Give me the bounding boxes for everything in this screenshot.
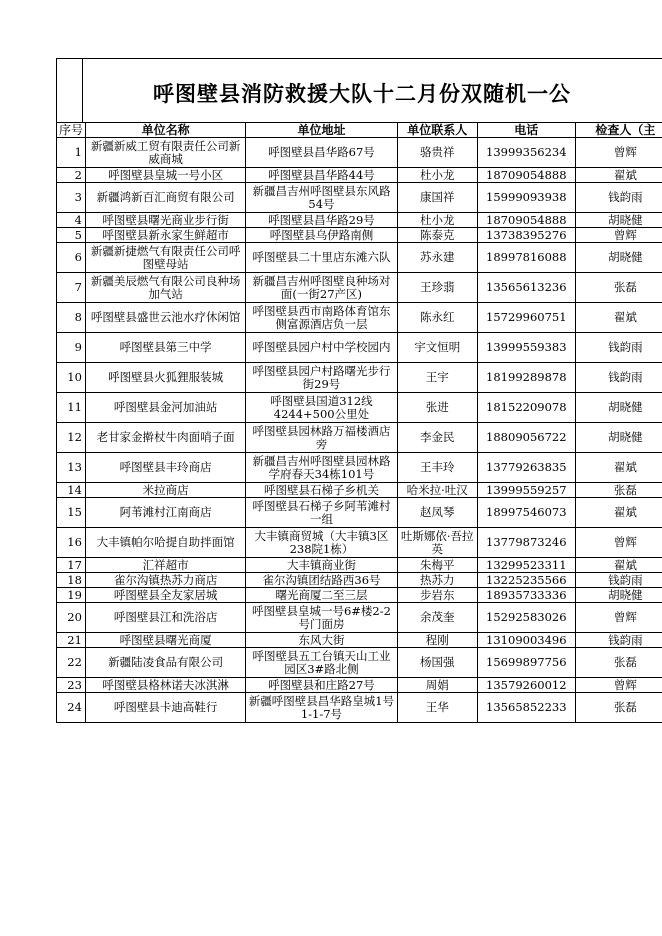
header-name[interactable]: 单位名称 [85,123,245,138]
table-row [57,693,662,723]
cell-no[interactable]: 5 [57,228,86,243]
cell-contact[interactable]: 陈泰克 [397,228,477,243]
cell-contact[interactable]: 陈永红 [397,303,477,333]
cell-phone[interactable]: 15729960751 [477,303,575,333]
inspection-table [56,122,662,723]
table-row [57,228,662,243]
cell-inspector[interactable]: 钱韵雨 [575,633,662,648]
table-row [57,213,662,228]
cell-phone[interactable]: 15999093938 [477,183,575,213]
cell-inspector[interactable]: 张磊 [575,693,662,723]
cell-phone[interactable]: 18709054888 [477,213,575,228]
cell-address[interactable]: 呼图壁县昌华路67号 [246,138,397,168]
cell-name[interactable]: 呼图壁县格林诺夫冰淇淋 [85,678,245,693]
header-row [57,123,662,138]
cell-phone[interactable]: 18709054888 [477,168,575,183]
header-no[interactable]: 序号 [57,123,86,138]
cell-contact[interactable]: 余茂奎 [397,603,477,633]
cell-name[interactable]: 呼图壁县皇城一号小区 [85,168,245,183]
cell-no[interactable]: 2 [57,168,86,183]
cell-no[interactable]: 20 [57,603,86,633]
cell-name[interactable]: 呼图壁县金河加油站 [85,393,245,423]
cell-no[interactable]: 22 [57,648,86,678]
cell-name[interactable]: 呼图壁县盛世云池水疗休闲馆 [85,303,245,333]
cell-no[interactable]: 12 [57,423,86,453]
cell-no[interactable]: 21 [57,633,86,648]
cell-no[interactable]: 4 [57,213,86,228]
table-body [57,138,662,723]
cell-name[interactable]: 新疆新捷燃气有限责任公司呼图壁母站 [85,243,245,273]
table-row [57,273,662,303]
cell-contact[interactable]: 杨国强 [397,648,477,678]
cell-phone[interactable]: 13565852233 [477,693,575,723]
cell-name[interactable]: 呼图壁县第三中学 [85,333,245,363]
cell-address[interactable]: 呼图壁县昌华路29号 [246,213,397,228]
cell-name[interactable]: 新疆陆凌食品有限公司 [85,648,245,678]
cell-inspector[interactable]: 钱韵雨 [575,183,662,213]
cell-inspector[interactable]: 张磊 [575,648,662,678]
cell-address[interactable]: 呼图壁县五工台镇天山工业园区3#路北侧 [246,648,397,678]
table-row [57,453,662,483]
cell-no[interactable]: 16 [57,528,86,558]
cell-contact[interactable]: 宇文恒明 [397,333,477,363]
cell-address[interactable]: 新疆昌吉州呼图壁县园林路学府春天34栋101号 [246,453,397,483]
header-phone[interactable]: 电话 [477,123,575,138]
cell-phone[interactable]: 18997546073 [477,498,575,528]
cell-phone[interactable]: 13999559383 [477,333,575,363]
cell-contact[interactable]: 康国祥 [397,183,477,213]
cell-no[interactable]: 7 [57,273,86,303]
table-row [57,483,662,498]
cell-address[interactable]: 呼图壁县昌华路44号 [246,168,397,183]
table-row [57,393,662,423]
cell-address[interactable]: 新疆呼图壁县昌华路皇城1号1-1-7号 [246,693,397,723]
cell-inspector[interactable]: 翟斌 [575,168,662,183]
table-row [57,558,662,573]
cell-name[interactable]: 大丰镇帕尔哈提自助拌面馆 [85,528,245,558]
header-address[interactable]: 单位地址 [246,123,397,138]
cell-contact[interactable]: 赵凤琴 [397,498,477,528]
cell-address[interactable]: 大丰镇商业街 [246,558,397,573]
cell-name[interactable]: 汇祥超市 [85,558,245,573]
table-row [57,423,662,453]
cell-phone[interactable]: 13999356234 [477,138,575,168]
cell-contact[interactable]: 张进 [397,393,477,423]
cell-name[interactable]: 老甘家金擀杖牛肉面哨子面 [85,423,245,453]
cell-phone[interactable]: 13579260012 [477,678,575,693]
cell-name[interactable]: 新疆新威工贸有限责任公司新威商城 [85,138,245,168]
cell-inspector[interactable]: 胡晓健 [575,588,662,603]
cell-inspector[interactable]: 曾辉 [575,603,662,633]
cell-contact[interactable]: 哈米拉·吐汉 [397,483,477,498]
cell-no[interactable]: 24 [57,693,86,723]
table-row [57,588,662,603]
table-row [57,303,662,333]
cell-address[interactable]: 呼图壁县国道312线4244+500公里处 [246,393,397,423]
cell-phone[interactable]: 13109003496 [477,633,575,648]
cell-address[interactable]: 呼图壁县二十里店东滩六队 [246,243,397,273]
table-row [57,573,662,588]
table-row [57,138,662,168]
table-row [57,363,662,393]
header-inspector[interactable]: 检查人（主 [575,123,662,138]
cell-contact[interactable]: 李金民 [397,423,477,453]
table-row [57,168,662,183]
cell-contact[interactable]: 周娟 [397,678,477,693]
cell-no[interactable]: 1 [57,138,86,168]
table-row [57,333,662,363]
cell-address[interactable]: 曙光商厦二至三层 [246,588,397,603]
cell-contact[interactable]: 步岩东 [397,588,477,603]
cell-contact[interactable]: 苏永建 [397,243,477,273]
cell-no[interactable]: 11 [57,393,86,423]
cell-address[interactable]: 呼图壁县皇城一号6#楼2-2号门面房 [246,603,397,633]
cell-contact[interactable]: 王宇 [397,363,477,393]
cell-inspector[interactable]: 翟斌 [575,453,662,483]
cell-inspector[interactable]: 张磊 [575,483,662,498]
table-row [57,528,662,558]
table-row [57,633,662,648]
cell-phone[interactable]: 15699897756 [477,648,575,678]
cell-inspector[interactable]: 胡晓健 [575,423,662,453]
cell-name[interactable]: 呼图壁县新永家生鲜超市 [85,228,245,243]
cell-name[interactable]: 呼图壁县火狐狸服装城 [85,363,245,393]
cell-phone[interactable]: 13738395276 [477,228,575,243]
cell-address[interactable]: 新疆昌吉州呼图壁良种场对面(一街27产区) [246,273,397,303]
cell-address[interactable]: 呼图壁县园户村路曙光步行街29号 [246,363,397,393]
cell-inspector[interactable]: 胡晓健 [575,393,662,423]
cell-name[interactable]: 呼图壁县曙光商厦 [85,633,245,648]
cell-inspector[interactable]: 曾辉 [575,678,662,693]
cell-contact[interactable]: 骆贵祥 [397,138,477,168]
title-left-cell[interactable] [57,59,83,123]
cell-no[interactable]: 17 [57,558,86,573]
cell-contact[interactable]: 王华 [397,693,477,723]
cell-contact[interactable]: 热苏力 [397,573,477,588]
cell-phone[interactable]: 18809056722 [477,423,575,453]
cell-no[interactable]: 15 [57,498,86,528]
cell-no[interactable]: 10 [57,363,86,393]
cell-address[interactable]: 呼图壁县和庄路27号 [246,678,397,693]
cell-name[interactable]: 阿苇滩村江南商店 [85,498,245,528]
cell-contact[interactable]: 吐斯娜依·吾拉英 [397,528,477,558]
cell-no[interactable]: 3 [57,183,86,213]
table-row [57,648,662,678]
cell-phone[interactable]: 13565613236 [477,273,575,303]
cell-no[interactable]: 9 [57,333,86,363]
cell-contact[interactable]: 王珍翡 [397,273,477,303]
cell-no[interactable]: 14 [57,483,86,498]
cell-phone[interactable]: 18997816088 [477,243,575,273]
cell-contact[interactable]: 程刚 [397,633,477,648]
table-row [57,603,662,633]
cell-address[interactable]: 呼图壁县石梯子乡机关 [246,483,397,498]
cell-name[interactable]: 呼图壁县江和洗浴店 [85,603,245,633]
cell-inspector[interactable]: 胡晓健 [575,213,662,228]
cell-address[interactable]: 呼图壁县石梯子乡阿苇滩村一组 [246,498,397,528]
cell-name[interactable]: 新疆鸿新百汇商贸有限公司 [85,183,245,213]
cell-phone[interactable]: 15292583026 [477,603,575,633]
cell-phone[interactable]: 13225235566 [477,573,575,588]
cell-no[interactable]: 18 [57,573,86,588]
cell-name[interactable]: 雀尔沟镇热苏力商店 [85,573,245,588]
cell-contact[interactable]: 杜小龙 [397,168,477,183]
cell-inspector[interactable]: 翟斌 [575,558,662,573]
cell-inspector[interactable]: 张磊 [575,273,662,303]
cell-name[interactable]: 新疆美辰燃气有限公司良种场加气站 [85,273,245,303]
cell-phone[interactable]: 18152209078 [477,393,575,423]
title-row [56,58,662,122]
cell-name[interactable]: 呼图壁县全友家居城 [85,588,245,603]
cell-contact[interactable]: 王丰玲 [397,453,477,483]
cell-address[interactable]: 大丰镇商贸城（大丰镇3区238院1栋） [246,528,397,558]
sheet-title: 呼图壁县消防救援大队十二月份双随机一公 [153,81,571,106]
cell-name[interactable]: 呼图壁县丰玲商店 [85,453,245,483]
cell-inspector[interactable]: 曾辉 [575,228,662,243]
cell-no[interactable]: 19 [57,588,86,603]
cell-address[interactable]: 雀尔沟镇团结路西36号 [246,573,397,588]
cell-phone[interactable]: 13779263835 [477,453,575,483]
table-row [57,498,662,528]
cell-no[interactable]: 23 [57,678,86,693]
table-row [57,243,662,273]
table-row [57,678,662,693]
cell-inspector[interactable]: 钱韵雨 [575,363,662,393]
cell-address[interactable]: 东风大街 [246,633,397,648]
cell-no[interactable]: 6 [57,243,86,273]
cell-address[interactable]: 呼图壁县园户村中学校园内 [246,333,397,363]
cell-phone[interactable]: 13999559257 [477,483,575,498]
cell-inspector[interactable]: 曾辉 [575,528,662,558]
cell-inspector[interactable]: 胡晓健 [575,243,662,273]
cell-phone[interactable]: 18199289878 [477,363,575,393]
cell-address[interactable]: 呼图壁县乌伊路南侧 [246,228,397,243]
cell-inspector[interactable]: 钱韵雨 [575,573,662,588]
cell-inspector[interactable]: 翟斌 [575,498,662,528]
cell-inspector[interactable]: 钱韵雨 [575,333,662,363]
cell-contact[interactable]: 杜小龙 [397,213,477,228]
table-row [57,183,662,213]
cell-address[interactable]: 呼图壁县园林路万福楼酒店旁 [246,423,397,453]
cell-phone[interactable]: 18935733336 [477,588,575,603]
cell-phone[interactable]: 13779873246 [477,528,575,558]
cell-address[interactable]: 呼图壁县西市南路体育馆东侧富源酒店负一层 [246,303,397,333]
header-contact[interactable]: 单位联系人 [397,123,477,138]
cell-contact[interactable]: 朱梅平 [397,558,477,573]
cell-phone[interactable]: 13299523311 [477,558,575,573]
cell-no[interactable]: 8 [57,303,86,333]
cell-inspector[interactable]: 曾辉 [575,138,662,168]
cell-no[interactable]: 13 [57,453,86,483]
cell-name[interactable]: 米拉商店 [85,483,245,498]
cell-name[interactable]: 呼图壁县曙光商业步行街 [85,213,245,228]
cell-inspector[interactable]: 翟斌 [575,303,662,333]
spreadsheet [56,58,662,756]
cell-name[interactable]: 呼图壁县卡迪高鞋行 [85,693,245,723]
cell-address[interactable]: 新疆昌吉州呼图壁县东风路54号 [246,183,397,213]
